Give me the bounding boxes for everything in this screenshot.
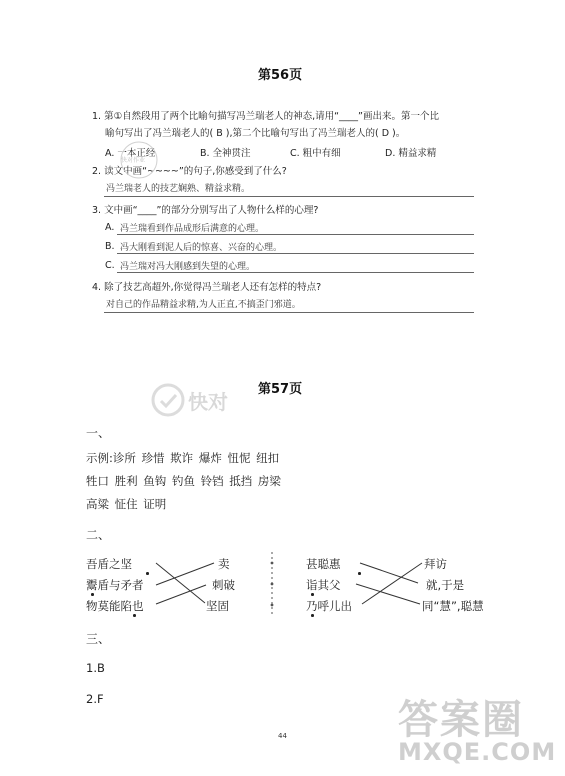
q2-answer-line: [104, 196, 474, 197]
sec2-right-target-3: 同“慧”,聪慧: [422, 599, 484, 613]
sec2-right-3: 乃呼儿出: [306, 599, 352, 613]
sec2-right-1: 甚聪惠: [306, 557, 341, 571]
q3-c-answer: 冯兰瑞对冯大刚感到失望的心理。: [120, 262, 256, 272]
q3-c-label: C.: [105, 260, 115, 271]
q3-question: 3. 文中画“____”的部分分别写出了人物什么样的心理?: [92, 205, 319, 216]
match-line: [156, 563, 214, 585]
brand-watermark-url: MXQE.COM: [398, 738, 557, 766]
q3-b-answer: 冯大刚看到泥人后的惊喜、兴奋的心理。: [120, 243, 283, 253]
q4-question: 4. 除了技艺高超外,你觉得冯兰瑞老人还有怎样的特点?: [92, 282, 322, 293]
emphasis-dot: [311, 614, 314, 617]
kuaidui-watermark: [148, 380, 258, 420]
sec3-answer-1: 1.B: [86, 661, 105, 675]
sec3-answer-2: 2.F: [86, 692, 104, 706]
sec2-left-target-3: 坚固: [206, 599, 229, 613]
sec2-right-target-2: 就,于是: [426, 578, 465, 592]
kuaidui-stamp-text: 快对作业: [121, 157, 146, 164]
emphasis-dot: [358, 572, 361, 575]
kuaidui-watermark-text: 快对: [188, 390, 228, 414]
sec1-row-1: 示例:诊所 珍惜 欺诈 爆炸 忸怩 纽扣: [86, 451, 280, 465]
q4-answer: 对自己的作品精益求精,为人正直,不搞歪门邪道。: [106, 300, 301, 310]
match-line: [156, 585, 206, 604]
q3-b-label: B.: [105, 241, 115, 252]
emphasis-dot: [133, 614, 136, 617]
q1-option-b: B. 全神贯注: [200, 148, 251, 159]
page-56-title: 第56页: [258, 68, 303, 83]
q1-option-d: D. 精益求精: [385, 148, 437, 159]
emphasis-dot: [146, 572, 149, 575]
q2-question: 2. 读文中画“~~~~”的句子,你感受到了什么?: [92, 166, 287, 177]
sec2-left-target-2: 刺破: [212, 578, 235, 592]
sec2-left-2: 鬻盾与矛者: [86, 578, 144, 592]
q4-answer-line: [104, 312, 474, 313]
sec2-heading: 二、: [86, 528, 111, 542]
q1-option-c: C. 粗中有细: [290, 148, 341, 159]
q3-c-line: [117, 272, 474, 273]
sec1-row-2: 牲口 胜利 鱼钩 钓鱼 铃铛 抵挡 房梁: [86, 474, 281, 488]
page-57-title: 第57页: [258, 382, 303, 397]
q3-b-line: [117, 253, 474, 254]
sec1-row-3: 高粱 怔住 证明: [86, 497, 167, 511]
emphasis-dot: [311, 593, 314, 596]
kuaidui-stamp: [118, 139, 160, 181]
q3-a-label: A.: [105, 222, 115, 233]
q2-answer: 冯兰瑞老人的技艺娴熟、精益求精。: [106, 184, 251, 194]
q3-a-line: [117, 234, 474, 235]
brand-watermark: 答案圈: [398, 697, 524, 743]
q1-line2: 喻句写出了冯兰瑞老人的( B ),第二个比喻句写出了冯兰瑞老人的( D )。: [105, 128, 406, 139]
kuaidui-logo-icon: [148, 380, 188, 420]
sec2-left-3: 物莫能陷也: [86, 599, 144, 613]
sec3-heading: 三、: [86, 632, 111, 646]
sec2-right-2: 诣其父: [306, 578, 341, 592]
sec2-right-target-1: 拜访: [424, 557, 447, 571]
sec2-left-1: 吾盾之坚: [86, 557, 132, 571]
match-line: [360, 563, 418, 583]
sec2-left-target-1: 卖: [218, 557, 230, 571]
q3-a-answer: 冯兰瑞看到作品成形后满意的心理。: [120, 224, 265, 234]
match-line: [156, 563, 205, 603]
sec1-heading: 一、: [86, 426, 111, 440]
match-line: [356, 584, 420, 604]
emphasis-dot: [91, 593, 94, 596]
page-number: 44: [278, 732, 287, 740]
q1-line1: 1. 第①自然段用了两个比喻句描写冯兰瑞老人的神态,请用“____”画出来。第一个比: [92, 111, 439, 122]
match-line: [362, 563, 422, 604]
q1-option-a: A. 一本正经: [105, 148, 156, 159]
